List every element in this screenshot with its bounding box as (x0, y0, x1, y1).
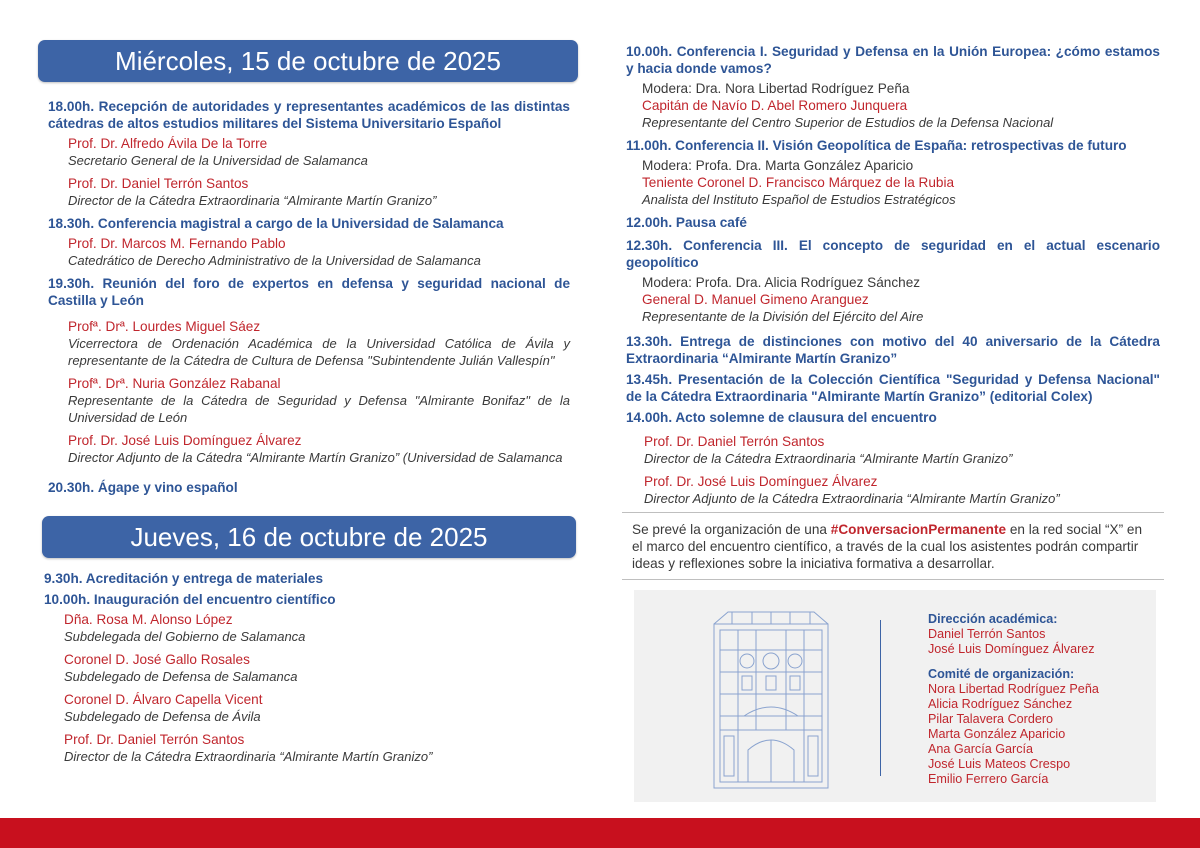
speaker-role: Subdelegada del Gobierno de Salamanca (64, 629, 306, 644)
speaker-role: Representante del Centro Superior de Estudios de la Defensa Nacional (642, 115, 1054, 130)
direction-title: Dirección académica: (928, 612, 1058, 626)
speaker-role: Director de la Cátedra Extraordinaria “Almirante Martín Granizo” (644, 451, 1013, 466)
session (626, 274, 1160, 325)
event-1400-closing (626, 409, 1160, 507)
speaker-name: Prof. Dr. José Luis Domínguez Álvarez (644, 474, 878, 489)
speaker (48, 432, 570, 466)
event-2030-reception (48, 479, 570, 496)
speaker-name: Prof. Dr. José Luis Domínguez Álvarez (68, 433, 302, 448)
event-title: 20.30h. Ágape y vino español (48, 480, 238, 495)
speaker-name: General D. Manuel Gimeno Aranguez (642, 292, 869, 307)
event-1230-conference-3 (626, 237, 1160, 325)
speaker-name: Dña. Rosa M. Alonso López (64, 612, 233, 627)
speaker-role: Representante de la Cátedra de Seguridad y Defensa "Almirante Bonifaz" de la Universidad de León (68, 393, 570, 425)
day2-banner: Jueves, 16 de octubre de 2025 (42, 516, 576, 558)
speaker-role: Catedrático de Derecho Administrativo de la Universidad de Salamanca (68, 253, 481, 268)
event-1330-awards (626, 333, 1160, 367)
speaker (44, 651, 578, 685)
moderator: Modera: Profa. Dra. Alicia Rodríguez Sánchez (642, 275, 921, 290)
event-title: 13.30h. Entrega de distinciones con motivo del 40 aniversario de la Cátedra Extraordinaria “Almirante Martín Granizo” (626, 334, 1160, 366)
committee-title: Comité de organización: (928, 667, 1075, 681)
committee-member: Marta González Aparicio (928, 727, 1066, 741)
speaker-name: Teniente Coronel D. Francisco Márquez de la Rubia (642, 175, 955, 190)
event-title: 14.00h. Acto solemne de clausura del encuentro (626, 410, 937, 425)
credits-panel (634, 590, 1156, 802)
speaker (626, 473, 1160, 507)
speaker-name: Profª. Drª. Lourdes Miguel Sáez (68, 319, 261, 334)
speaker (48, 318, 570, 369)
speaker-role: Representante de la División del Ejército del Aire (642, 309, 924, 324)
speaker-name: Prof. Dr. Marcos M. Fernando Pablo (68, 236, 286, 251)
speaker-role: Director de la Cátedra Extraordinaria “Almirante Martín Granizo” (64, 749, 433, 764)
director-name: Daniel Terrón Santos (928, 627, 1046, 641)
committee-member: Pilar Talavera Cordero (928, 712, 1054, 726)
moderator: Modera: Dra. Nora Libertad Rodríguez Peña (642, 81, 910, 96)
event-1200-coffee (626, 214, 1160, 231)
event-1830-reception (48, 98, 570, 209)
day1-program (38, 98, 570, 496)
speaker (48, 175, 570, 209)
event-1345-presentation (626, 371, 1160, 405)
committee-member: Alicia Rodríguez Sánchez (928, 697, 1073, 711)
speaker (44, 611, 578, 645)
speaker-name: Coronel D. Álvaro Capella Vicent (64, 692, 263, 707)
event-title: 13.45h. Presentación de la Colección Científica "Seguridad y Defensa Nacional" de la Cátedra Extraordinaria "Almirante Martín Granizo” (editorial Colex) (626, 372, 1160, 404)
event-title: 12.30h. Conferencia III. El concepto de seguridad en el actual escenario geopolítico (626, 238, 1160, 270)
speaker-role: Director Adjunto de la Cátedra “Almirante Martín Granizo” (Universidad de Salamanca (68, 450, 563, 465)
speaker-name: Capitán de Navío D. Abel Romero Junquera (642, 98, 908, 113)
speaker-name: Prof. Dr. Daniel Terrón Santos (644, 434, 825, 449)
day2-section (38, 516, 578, 765)
moderator: Modera: Profa. Dra. Marta González Aparicio (642, 158, 914, 173)
speaker-role: Vicerrectora de Ordenación Académica de la Universidad Católica de Ávila y representante de la Cátedra de Cultura de Defensa "Subintendente Julián Vallespín" (68, 336, 570, 368)
committee-member: José Luis Mateos Crespo (928, 757, 1071, 771)
session (626, 157, 1160, 208)
speaker-name: Profª. Drª. Nuria González Rabanal (68, 376, 281, 391)
event-title: 19.30h. Reunión del foro de expertos en defensa y seguridad nacional de Castilla y León (48, 276, 570, 308)
note-text-before: Se prevé la organización de una (632, 522, 831, 537)
left-column (38, 40, 570, 496)
event-title: 18.00h. Recepción de autoridades y representantes académicos de las distintas cátedras de altos estudios militares del Sistema Universitario Español (48, 99, 570, 131)
committee-member: Emilio Ferrero García (928, 772, 1049, 786)
event-1830-conference (48, 215, 570, 269)
speaker-role: Analista del Instituto Español de Estudios Estratégicos (642, 192, 956, 207)
bottom-bar (0, 818, 1200, 848)
speaker-name: Prof. Dr. Daniel Terrón Santos (64, 732, 245, 747)
speaker (44, 691, 578, 725)
credits (928, 612, 1148, 787)
event-title: 12.00h. Pausa café (626, 215, 747, 230)
event-title: 18.30h. Conferencia magistral a cargo de la Universidad de Salamanca (48, 216, 504, 231)
speaker-name: Coronel D. José Gallo Rosales (64, 652, 250, 667)
speaker (44, 731, 578, 765)
speaker-role: Director de la Cátedra Extraordinaria “Almirante Martín Granizo” (68, 193, 437, 208)
divider (880, 620, 881, 776)
speaker (626, 433, 1160, 467)
event-0930-accreditation (44, 570, 578, 587)
event-1930-forum (48, 275, 570, 466)
director-name: José Luis Domínguez Álvarez (928, 642, 1095, 656)
speaker-name: Prof. Dr. Alfredo Ávila De la Torre (68, 136, 268, 151)
session (626, 80, 1160, 131)
committee-member: Nora Libertad Rodríguez Peña (928, 682, 1099, 696)
speaker-role: Subdelegado de Defensa de Ávila (64, 709, 261, 724)
social-note (622, 512, 1164, 580)
event-title: 10.00h. Conferencia I. Seguridad y Defensa en la Unión Europea: ¿cómo estamos y hacia donde vamos? (626, 44, 1160, 76)
event-title: 10.00h. Inauguración del encuentro científico (44, 592, 336, 607)
event-title: 9.30h. Acreditación y entrega de materiales (44, 571, 324, 586)
speaker (48, 135, 570, 169)
hashtag: #ConversacionPermanente (830, 522, 1007, 537)
right-column (626, 43, 1160, 507)
committee-member: Ana García García (928, 742, 1033, 756)
day1-banner: Miércoles, 15 de octubre de 2025 (38, 40, 578, 82)
speaker (48, 235, 570, 269)
speaker-role: Secretario General de la Universidad de Salamanca (68, 153, 368, 168)
note-text-after: en la red social “X” en el marco del encuentro científico, a través de la cual los asistentes podrán compartir ideas y reflexiones sobre la iniciativa formativa a desarrollar. (632, 522, 1143, 571)
event-1100-conference-2 (626, 137, 1160, 208)
event-1000-conference-1 (626, 43, 1160, 131)
event-title: 11.00h. Conferencia II. Visión Geopolítica de España: retrospectivas de futuro (626, 138, 1127, 153)
speaker-role: Subdelegado de Defensa de Salamanca (64, 669, 298, 684)
speaker-role: Director Adjunto de la Cátedra Extraordinaria “Almirante Martín Granizo” (644, 491, 1060, 506)
speaker (48, 375, 570, 426)
university-facade-icon (708, 610, 834, 790)
day2-program (38, 570, 578, 765)
event-1000-inauguration (44, 591, 578, 765)
speaker-name: Prof. Dr. Daniel Terrón Santos (68, 176, 249, 191)
